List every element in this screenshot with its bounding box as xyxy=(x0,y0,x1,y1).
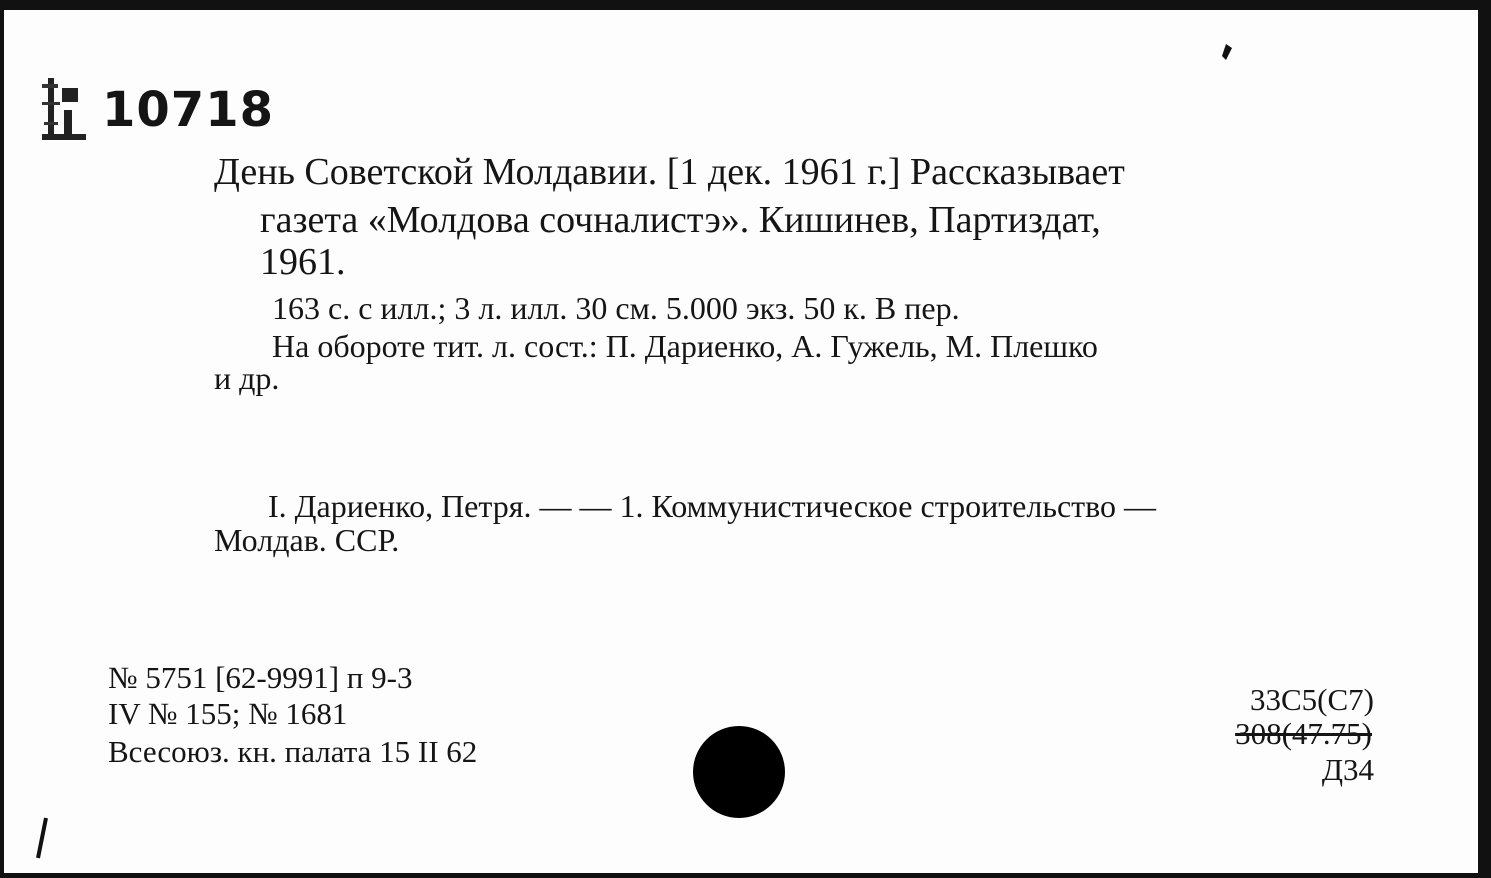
note-line-2: и др. xyxy=(214,360,280,396)
classification-line-3: Д34 xyxy=(1321,752,1374,787)
classification-line-1: 33С5(С7) xyxy=(1250,682,1374,717)
registration-line-2: IV № 155; № 1681 xyxy=(108,696,348,731)
registration-line-3: Всесоюз. кн. палата 15 II 62 xyxy=(108,734,478,769)
pen-mark xyxy=(32,816,52,860)
subject-line-1: I. Дариенко, Петря. — — 1. Коммунистическое строительство — xyxy=(268,488,1157,524)
subject-line-2: Молдав. ССР. xyxy=(214,522,400,558)
note-line-1: На обороте тит. л. сост.: П. Дариенко, А. Гужель, М. Плешко xyxy=(272,328,1098,364)
title-line-1: День Советской Молдавии. [1 дек. 1961 г.] Рассказывает xyxy=(214,151,1125,193)
punch-hole xyxy=(693,726,785,818)
title-line-3: 1961. xyxy=(260,241,346,283)
classification-line-2: 308(47.75) xyxy=(1235,716,1372,751)
ink-mark xyxy=(1216,40,1236,64)
card-number: 10718 xyxy=(102,82,274,138)
title-line-2: газета «Молдова сочналистэ». Кишинев, Партиздат, xyxy=(260,199,1101,241)
registration-line-1: № 5751 [62-9991] п 9-3 xyxy=(108,660,413,695)
physical-description: 163 с. с илл.; 3 л. илл. 30 см. 5.000 экз. 50 к. В пер. xyxy=(272,290,960,326)
library-stamp-icon xyxy=(42,74,88,144)
